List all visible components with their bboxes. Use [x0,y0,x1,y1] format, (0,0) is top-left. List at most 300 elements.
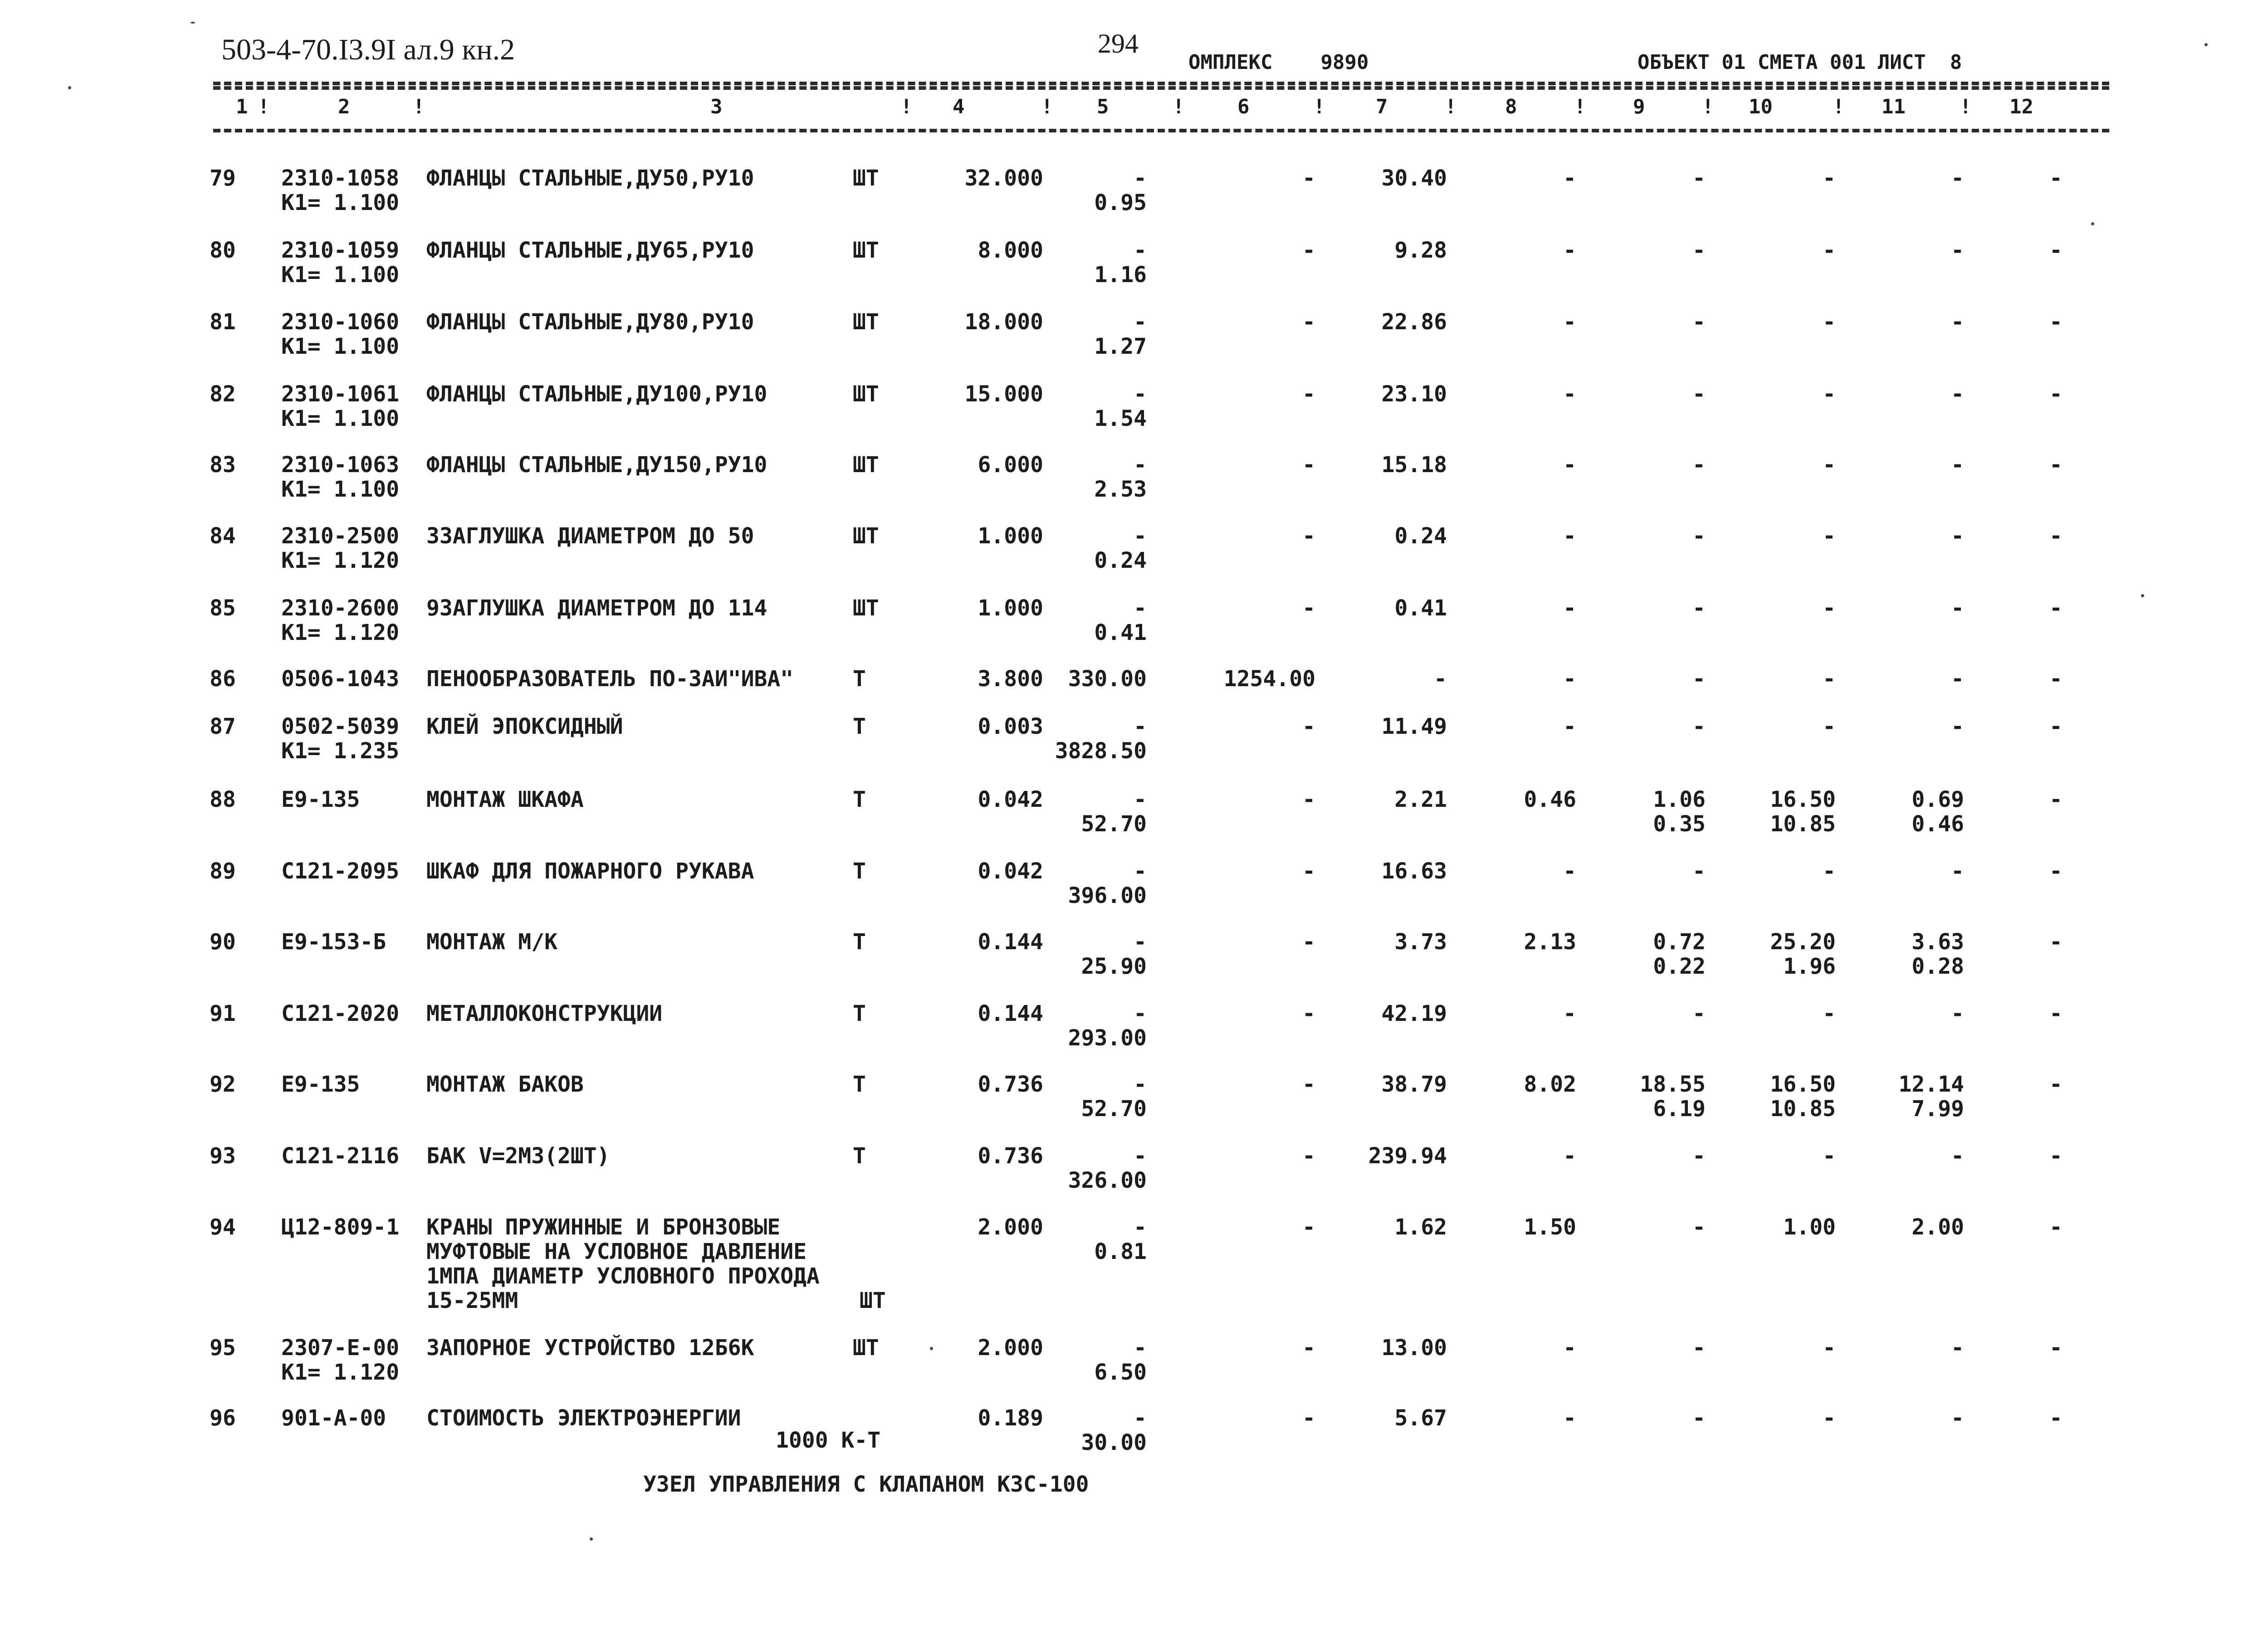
scan-speck [191,22,195,24]
quantity: 18.000 [964,309,1043,335]
col11-value: - [1951,666,1964,692]
col-separator: ! [1702,95,1714,118]
col11-value: - [1951,1001,1964,1026]
col10-value: 10.85 [1770,1096,1836,1122]
col11-value: 7.99 [1911,1096,1964,1122]
col10-value: - [1823,1335,1836,1361]
col11-value: - [1951,309,1964,335]
col12-value: - [2049,595,2063,621]
unit-price: 326.00 [1068,1168,1147,1193]
table-row [0,1144,2268,1212]
col-separator: ! [1445,95,1457,118]
col12-value: - [2049,166,2063,191]
row-number: 90 [210,929,236,955]
quantity: 0.736 [978,1143,1043,1169]
unit-price: - [1134,452,1147,478]
col8-value: - [1563,714,1576,739]
col8-value: - [1563,166,1576,191]
col10-value: - [1823,523,1836,549]
col10-value: - [1823,595,1836,621]
col10-value: 1.00 [1783,1215,1836,1240]
total-cost: - [1302,1215,1315,1240]
col12-value: - [2049,1001,2063,1026]
table-row [0,1336,2268,1404]
coefficient: К1= 1.100 [281,477,400,502]
col11-value: 12.14 [1898,1072,1964,1097]
col10-value: - [1823,1001,1836,1026]
col9-value: 6.19 [1653,1096,1706,1122]
col10-value: - [1823,166,1836,191]
resource-code: 0506-1043 [281,666,400,692]
unit-price: - [1134,858,1147,884]
col7-value: 16.63 [1381,858,1447,884]
col8-value: 1.50 [1524,1215,1576,1240]
col9-value: 18.55 [1640,1072,1706,1097]
unit: Т [853,1143,866,1169]
unit: ШТ [853,1335,879,1361]
object-sheet-label: ОБЪЕКТ 01 СМЕТА 001 ЛИСТ 8 [1637,51,1962,74]
unit: ШТ [853,595,879,621]
unit-price: - [1134,523,1147,549]
col-separator: ! [413,95,425,118]
item-description: МОНТАЖ БАКОВ [426,1072,584,1097]
row-number: 96 [210,1405,236,1431]
unit-price: 52.70 [1081,1096,1147,1122]
resource-code: 2310-1058 [281,166,400,191]
item-description: СТОИМОСТЬ ЭЛЕКТРОЭНЕРГИИ [426,1405,741,1431]
total-cost: - [1302,929,1315,955]
unit-price: 1.54 [1094,406,1147,431]
col9-value: - [1692,595,1706,621]
col9-value: - [1692,381,1706,407]
col7-value: 42.19 [1381,1001,1447,1026]
row-number: 86 [210,666,236,692]
total-cost: - [1302,1072,1315,1097]
col7-value: 11.49 [1381,714,1447,739]
row-number: 83 [210,452,236,478]
unit-price: 293.00 [1068,1025,1147,1051]
col-separator: ! [1173,95,1185,118]
item-description: ПЕНООБРАЗОВАТЕЛЬ ПО-ЗАИ"ИВА" [426,666,794,692]
quantity: 1.000 [978,595,1043,621]
col7-value: 0.24 [1394,523,1447,549]
col-num-11: 11 [1882,95,1906,118]
item-description: ФЛАНЦЫ СТАЛЬНЫЕ,ДУ65,РУ10 [426,238,754,263]
col10-value: - [1823,714,1836,739]
unit-price: - [1134,787,1147,812]
col9-value: - [1692,1001,1706,1026]
col12-value: - [2049,714,2063,739]
col10-value: - [1823,1405,1836,1431]
row-number: 95 [210,1335,236,1361]
resource-code: Ц12-809-1 [281,1215,400,1240]
resource-code: Е9-153-Б [281,929,386,955]
col12-value: - [2049,1215,2063,1240]
col10-value: 1.96 [1783,954,1836,979]
unit-price: - [1134,1215,1147,1240]
item-description: ФЛАНЦЫ СТАЛЬНЫЕ,ДУ100,РУ10 [426,381,767,407]
col9-value: - [1692,452,1706,478]
col11-value: - [1951,1405,1964,1431]
resource-code: 0502-5039 [281,714,400,739]
quantity: 0.042 [978,858,1043,884]
unit: ШТ [860,1288,886,1313]
table-row [0,1072,2268,1140]
coefficient: К1= 1.100 [281,262,400,288]
col10-value: 10.85 [1770,811,1836,837]
col12-value: - [2049,1405,2063,1431]
quantity: 0.042 [978,787,1043,812]
resource-code: С121-2095 [281,858,400,884]
unit: Т [853,1001,866,1026]
item-description: 9ЗАГЛУШКА ДИАМЕТРОМ ДО 114 [426,595,767,621]
item-description: МОНТАЖ ШКАФА [426,787,584,812]
col11-value: - [1951,1335,1964,1361]
row-number: 93 [210,1143,236,1169]
item-description: БАК V=2М3(2ШТ) [426,1143,610,1169]
table-row [0,453,2268,521]
col12-value: - [2049,1335,2063,1361]
resource-code: Е9-135 [281,1072,360,1097]
unit: Т [853,666,866,692]
col10-value: - [1823,1143,1836,1169]
unit-price: 1.27 [1094,334,1147,359]
unit-price: - [1134,1335,1147,1361]
resource-code: Е9-135 [281,787,360,812]
item-description: 3ЗАГЛУШКА ДИАМЕТРОМ ДО 50 [426,523,754,549]
unit: ШТ [853,309,879,335]
col8-value: - [1563,1001,1576,1026]
unit: Т [853,787,866,812]
item-description: 15-25ММ [426,1288,518,1313]
unit: Т [853,1072,866,1097]
col9-value: - [1692,858,1706,884]
item-description: МОНТАЖ М/К [426,929,557,955]
col9-value: - [1692,309,1706,335]
col10-value: - [1823,238,1836,263]
unit: Т [853,929,866,955]
col8-value: - [1563,1143,1576,1169]
unit-price: - [1134,309,1147,335]
total-cost: 1254.00 [1223,666,1315,692]
quantity: 0.003 [978,714,1043,739]
unit: ШТ [853,381,879,407]
row-number: 89 [210,858,236,884]
table-row [0,930,2268,998]
col7-value: 1.62 [1394,1215,1447,1240]
scan-speck [930,1347,933,1350]
row-number: 80 [210,238,236,263]
total-cost: - [1302,787,1315,812]
table-row [0,596,2268,664]
coefficient: К1= 1.120 [281,1360,400,1385]
col11-value: - [1951,714,1964,739]
item-description: КЛЕЙ ЭПОКСИДНЫЙ [426,714,623,739]
col7-value: 3.73 [1394,929,1447,955]
col12-value: - [2049,787,2063,812]
col-num-6: 6 [1237,95,1250,118]
unit-price: - [1134,714,1147,739]
col9-value: - [1692,666,1706,692]
table-row [0,1406,2268,1474]
col11-value: 3.63 [1911,929,1964,955]
row-number: 91 [210,1001,236,1026]
unit-price: - [1134,238,1147,263]
coefficient: К1= 1.100 [281,406,400,431]
section-title: УЗЕЛ УПРАВЛЕНИЯ С КЛАПАНОМ КЗС-100 [643,1472,1089,1497]
item-description: ЗАПОРНОЕ УСТРОЙСТВО 12Б6К [426,1335,754,1361]
col8-value: - [1563,1405,1576,1431]
col-num-4: 4 [953,95,965,118]
col12-value: - [2049,238,2063,263]
unit-price: - [1134,166,1147,191]
table-row [0,310,2268,378]
col7-value: 38.79 [1381,1072,1447,1097]
col-separator: ! [1960,95,1972,118]
total-cost: - [1302,381,1315,407]
resource-code: С121-2116 [281,1143,400,1169]
quantity: 2.000 [978,1215,1043,1240]
unit-price: 330.00 [1068,666,1147,692]
row-number: 94 [210,1215,236,1240]
col-separator: ! [1574,95,1586,118]
col8-value: - [1563,309,1576,335]
total-cost: - [1302,1405,1315,1431]
col8-value: - [1563,1335,1576,1361]
complex-label: ОМПЛЕКС 9890 [1188,51,1369,74]
resource-code: 2310-1060 [281,309,400,335]
col-num-2: 2 [338,95,350,118]
total-cost: - [1302,1335,1315,1361]
col9-value: - [1692,714,1706,739]
unit: ШТ [853,523,879,549]
resource-code: 2310-1061 [281,381,400,407]
item-description: ШКАФ ДЛЯ ПОЖАРНОГО РУКАВА [426,858,754,884]
quantity: 0.736 [978,1072,1043,1097]
col-separator: ! [1313,95,1325,118]
table-row [0,238,2268,306]
col12-value: - [2049,452,2063,478]
col8-value: - [1563,858,1576,884]
col8-value: 8.02 [1524,1072,1576,1097]
col9-value: - [1692,1143,1706,1169]
col9-value: - [1692,1215,1706,1240]
unit-price: 6.50 [1094,1360,1147,1385]
unit-price: - [1134,1405,1147,1431]
total-cost: - [1302,858,1315,884]
item-description: МЕТАЛЛОКОНСТРУКЦИИ [426,1001,663,1026]
col11-value: - [1951,1143,1964,1169]
item-description: ФЛАНЦЫ СТАЛЬНЫЕ,ДУ150,РУ10 [426,452,767,478]
row-number: 85 [210,595,236,621]
table-row [0,1001,2268,1069]
col9-value: - [1692,166,1706,191]
col8-value: - [1563,381,1576,407]
col12-value: - [2049,1072,2063,1097]
table-row [0,787,2268,855]
page-number: 294 [1098,29,1139,59]
unit-price: 52.70 [1081,811,1147,837]
row-number: 81 [210,309,236,335]
unit: Т [853,714,866,739]
col8-value: - [1563,666,1576,692]
col-separator: ! [1833,95,1845,118]
unit: ШТ [853,166,879,191]
col7-value: 2.21 [1394,787,1447,812]
col9-value: 0.22 [1653,954,1706,979]
col8-value: - [1563,238,1576,263]
col7-value: 239.94 [1368,1143,1447,1169]
col9-value: - [1692,238,1706,263]
col-num-9: 9 [1633,95,1645,118]
table-row [0,166,2268,234]
col-num-7: 7 [1376,95,1388,118]
col11-value: 0.46 [1911,811,1964,837]
quantity: 0.144 [978,1001,1043,1026]
col11-value: - [1951,523,1964,549]
resource-code: 2310-2500 [281,523,400,549]
row-number: 82 [210,381,236,407]
row-number: 79 [210,166,236,191]
col7-value: 0.41 [1394,595,1447,621]
unit: Т [853,858,866,884]
col9-value: 1.06 [1653,787,1706,812]
col7-value: 30.40 [1381,166,1447,191]
table-row [0,1215,2268,1313]
scan-speck [590,1537,593,1541]
resource-code: 2310-1063 [281,452,400,478]
col10-value: 16.50 [1770,787,1836,812]
row-number: 88 [210,787,236,812]
total-cost: - [1302,452,1315,478]
col10-value: - [1823,381,1836,407]
unit-price: - [1134,1143,1147,1169]
quantity: 32.000 [964,166,1043,191]
unit: 1000 К-Т [776,1427,881,1453]
col10-value: 25.20 [1770,929,1836,955]
quantity: 1.000 [978,523,1043,549]
col11-value: - [1951,595,1964,621]
unit-price: 0.24 [1094,548,1147,573]
col9-value: - [1692,1335,1706,1361]
col8-value: 0.46 [1524,787,1576,812]
col11-value: - [1951,381,1964,407]
col10-value: - [1823,309,1836,335]
col8-value: 2.13 [1524,929,1576,955]
table-row [0,524,2268,592]
scan-speck [68,86,71,89]
item-description: МУФТОВЫЕ НА УСЛОВНОЕ ДАВЛЕНИЕ [426,1239,807,1264]
table-row [0,859,2268,927]
col11-value: - [1951,166,1964,191]
col12-value: - [2049,309,2063,335]
col10-value: - [1823,666,1836,692]
total-cost: - [1302,523,1315,549]
table-row [0,714,2268,782]
col7-value: 5.67 [1394,1405,1447,1431]
col10-value: - [1823,858,1836,884]
coefficient: К1= 1.100 [281,190,400,215]
table-row [0,382,2268,450]
unit: ШТ [853,238,879,263]
col-separator: ! [1041,95,1053,118]
scan-speck [2091,222,2094,225]
col-num-10: 10 [1749,95,1773,118]
coefficient: К1= 1.120 [281,548,400,573]
col12-value: - [2049,523,2063,549]
unit-price: - [1134,929,1147,955]
col7-value: 22.86 [1381,309,1447,335]
col-num-5: 5 [1097,95,1109,118]
unit-price: - [1134,1001,1147,1026]
quantity: 15.000 [964,381,1043,407]
col9-value: 0.35 [1653,811,1706,837]
col-num-3: 3 [710,95,723,118]
total-cost: - [1302,238,1315,263]
unit-price: 0.81 [1094,1239,1147,1264]
resource-code: 901-А-00 [281,1405,386,1431]
col12-value: - [2049,858,2063,884]
coefficient: К1= 1.120 [281,620,400,645]
col8-value: - [1563,523,1576,549]
col11-value: 0.69 [1911,787,1964,812]
document-code: 503-4-70.I3.9I ал.9 кн.2 [221,33,515,66]
quantity: 3.800 [978,666,1043,692]
col8-value: - [1563,452,1576,478]
col8-value: - [1563,595,1576,621]
row-number: 84 [210,523,236,549]
col11-value: - [1951,238,1964,263]
coefficient: К1= 1.100 [281,334,400,359]
col12-value: - [2049,1143,2063,1169]
quantity: 0.189 [978,1405,1043,1431]
col11-value: - [1951,858,1964,884]
item-description: КРАНЫ ПРУЖИННЫЕ И БРОНЗОВЫЕ [426,1215,781,1240]
total-cost: - [1302,166,1315,191]
total-cost: - [1302,595,1315,621]
resource-code: 2307-Е-00 [281,1335,400,1361]
unit-price: 396.00 [1068,883,1147,908]
total-cost: - [1302,1143,1315,1169]
col7-value: 23.10 [1381,381,1447,407]
col10-value: - [1823,452,1836,478]
col11-value: 0.28 [1911,954,1964,979]
unit-price: 1.16 [1094,262,1147,288]
unit-price: 30.00 [1081,1430,1147,1455]
unit-price: 25.90 [1081,954,1147,979]
col7-value: - [1434,666,1447,692]
col11-value: - [1951,452,1964,478]
col-separator: ! [258,95,270,118]
col-separator: ! [900,95,913,118]
col-num-12: 12 [2009,95,2033,118]
unit-price: 3828.50 [1055,738,1147,764]
col10-value: 16.50 [1770,1072,1836,1097]
col-num-8: 8 [1505,95,1517,118]
resource-code: 2310-1059 [281,238,400,263]
col9-value: - [1692,523,1706,549]
total-cost: - [1302,309,1315,335]
scan-speck [2204,43,2208,46]
col11-value: 2.00 [1911,1215,1964,1240]
coefficient: К1= 1.235 [281,738,400,764]
col-num-1: 1 [236,95,248,118]
total-cost: - [1302,714,1315,739]
unit-price: - [1134,1072,1147,1097]
item-description: 1МПА ДИАМЕТР УСЛОВНОГО ПРОХОДА [426,1263,820,1289]
item-description: ФЛАНЦЫ СТАЛЬНЫЕ,ДУ80,РУ10 [426,309,754,335]
quantity: 8.000 [978,238,1043,263]
